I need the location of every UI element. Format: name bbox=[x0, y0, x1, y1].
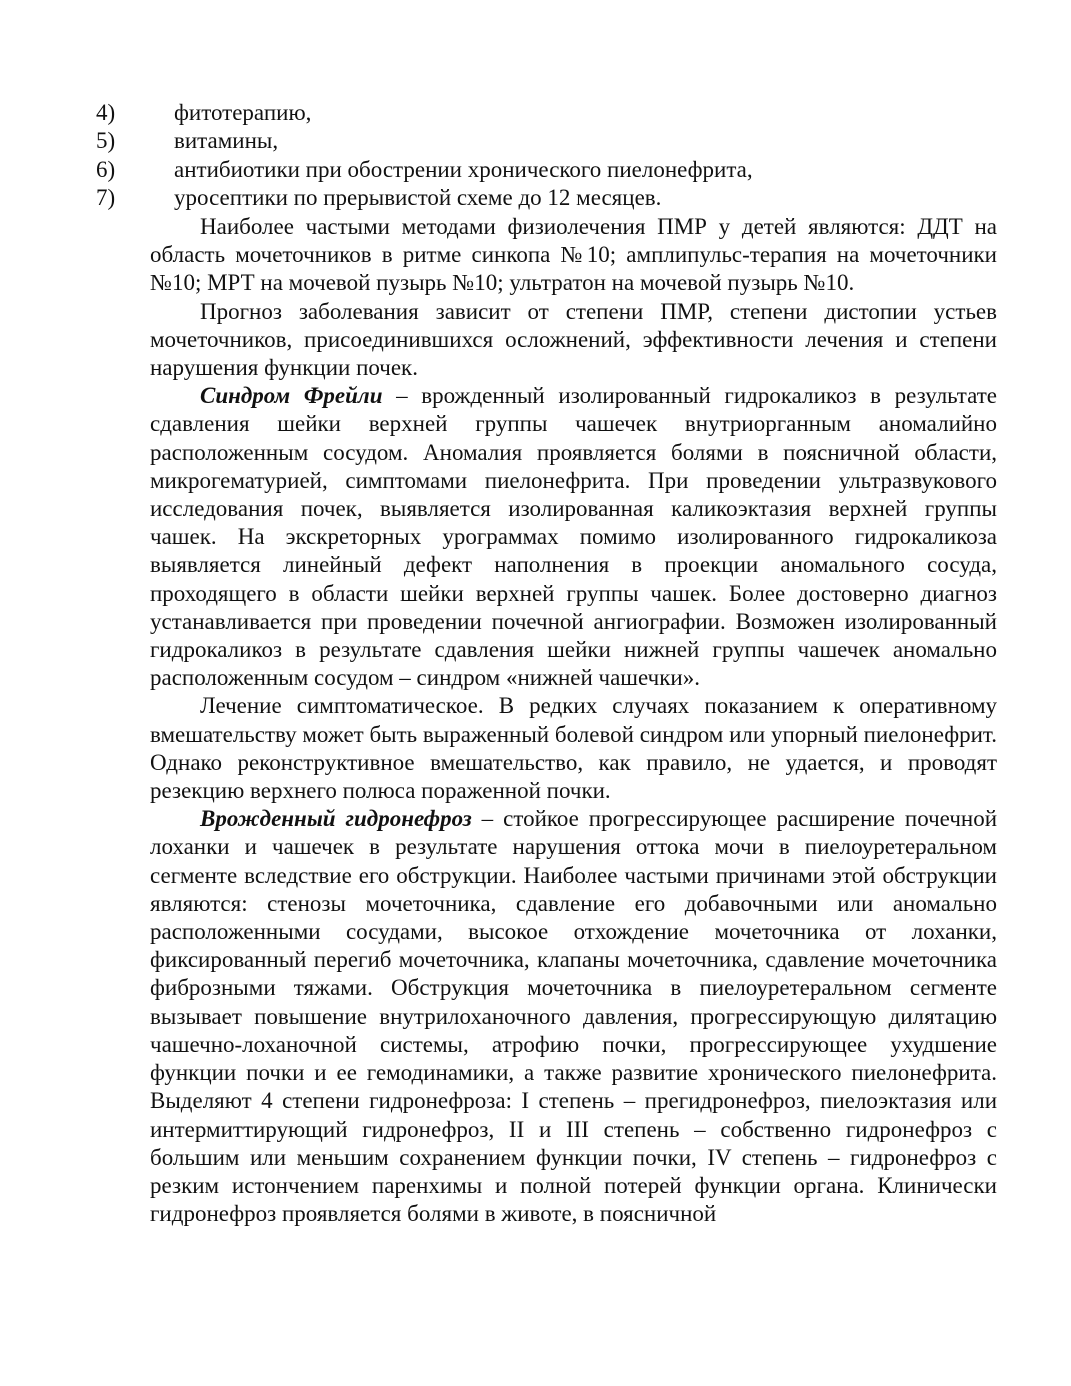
list-item-text: уросептики по прерывистой схеме до 12 месяцев. bbox=[174, 185, 662, 211]
term-fraley-syndrome: Синдром Фрейли bbox=[200, 383, 383, 409]
list-item bbox=[96, 156, 996, 184]
paragraph-hydronephrosis bbox=[150, 805, 997, 1228]
list-item bbox=[96, 184, 996, 212]
term-hydronephrosis: Врожденный гидронефроз bbox=[200, 806, 472, 832]
numbered-list bbox=[96, 99, 996, 213]
list-item-text: витамины, bbox=[174, 128, 279, 154]
paragraph-fraley-syndrome bbox=[150, 382, 997, 692]
list-item-number: 4) bbox=[96, 100, 116, 125]
list-item bbox=[96, 99, 996, 127]
list-item-number: 7) bbox=[96, 185, 116, 211]
list-item-number: 5) bbox=[96, 128, 116, 154]
paragraph-hydronephrosis-text: – стойкое прогрессирующее расширение почечной лоханки и чашечек в результате нарушения оттока мочи в пиелоуретеральном сегменте вследствие его обструкции. Наиболее частыми причинами этой обструкции являются: стенозы мочеточника, сдавление его добавочными или аномально расположенными сосудами, высокое отхождение мочеточника от лоханки, фиксированный перегиб мочеточника, клапаны мочеточника, сдавление мочеточника фиброзными тяжами. Обструкция мочеточника в пиелоуретеральном сегменте вызывает повышение внутрилоханочного давления, прогрессирующую дилятацию чашечно-лоханочной системы, атрофию почки, прогрессирующее ухудшение функции почки и ее гемодинамики, а также развитие хронического пиелонефрита. Выделяют 4 степени гидронефроза: I степень – прегидронефроз, пиелоэктазия или интермиттирующий гидронефроз, II и III степень – собственно гидронефроз с большим или меньшим сохранением функции почки, IV степень – гидронефроз с резким истончением паренхимы и полной потерей функции органа. Клинически гидронефроз проявляется болями в животе, в поясничной bbox=[150, 806, 997, 1227]
paragraph-treatment: Лечение симптоматическое. В редких случаях показанием к оперативному вмешательству может быть выраженный болевой синдром или упорный пиелонефрит. Однако реконструктивное вмешательство, как правило, не удается, и проводят резекцию верхнего полюса пораженной почки. bbox=[150, 693, 997, 804]
document-body bbox=[150, 213, 997, 1228]
list-item-text: фитотерапию, bbox=[174, 100, 312, 125]
paragraph-physiotherapy: Наиболее частыми методами физиолечения ПМР у детей являются: ДДТ на область мочеточников в ритме синкопа №10; амплипульс-терапия на мочеточники №10; МРТ на мочевой пузырь №10; ультратон на мочевой пузырь №10. bbox=[150, 214, 997, 296]
list-item bbox=[96, 127, 996, 155]
paragraph-fraley-text: – врожденный изолированный гидрокаликоз в результате сдавления шейки верхней группы чашечек внутриорганным аномалийно расположенным сосудом. Аномалия проявляется болями в поясничной области, микрогематурией, симптомами пиелонефрита. При проведении ультразвукового исследования почек, выявляется изолированная каликоэктазия верхней группы чашек. На экскреторных урограммах помимо изолированного гидрокаликоза выявляется линейный дефект наполнения в проекции аномального сосуда, проходящего в области шейки верхней группы чашек. Более достоверно диагноз устанавливается при проведении почечной ангиографии. Возможен изолированный гидрокаликоз в результате сдавления шейки нижней группы чашечек аномально расположенным сосудом – синдром «нижней чашечки». bbox=[150, 383, 997, 691]
paragraph-prognosis: Прогноз заболевания зависит от степени ПМР, степени дистопии устьев мочеточников, присоединившихся осложнений, эффективности лечения и степени нарушения функции почек. bbox=[150, 298, 997, 381]
list-item-number: 6) bbox=[96, 156, 116, 182]
list-item-text: антибиотики при обострении хронического пиелонефрита, bbox=[174, 156, 753, 182]
